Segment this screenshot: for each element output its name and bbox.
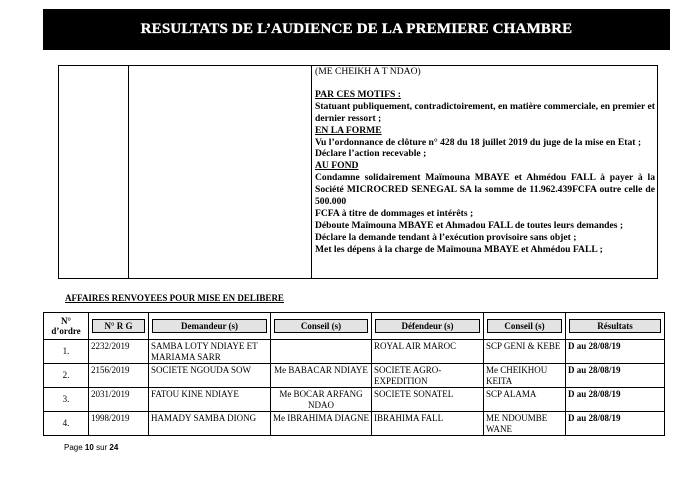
cell-plaintiff: SOCIETE NGOUDA SOW <box>149 364 271 388</box>
decision-parties-cell <box>129 66 312 278</box>
header-counsel1 <box>271 313 372 340</box>
cell-order: 3. <box>44 388 89 412</box>
decision-text-cell <box>315 66 655 278</box>
table-header-row <box>44 313 665 340</box>
footer-of-label: sur <box>96 443 108 452</box>
header-order <box>44 313 89 340</box>
header-counsel2-label: Conseil (s) <box>487 319 562 334</box>
merits-line: Société MICROCRED SENEGAL SA la somme de 11.962.439FCFA outre celle de 500.000 <box>315 184 655 208</box>
cell-counsel1 <box>271 340 372 364</box>
cell-counsel1: Me IBRAHIMA DIAGNE <box>271 412 372 436</box>
form-heading: EN LA FORME <box>315 124 382 136</box>
header-defendant-label: Défendeur (s) <box>375 319 480 334</box>
header-counsel1-label: Conseil (s) <box>274 319 368 334</box>
form-line: Déclare l’action recevable ; <box>315 148 427 160</box>
cell-result: D au 28/08/19 <box>566 364 665 388</box>
cell-order: 1. <box>44 340 89 364</box>
header-defendant <box>372 313 484 340</box>
cell-rg: 2232/2019 <box>89 340 149 364</box>
footer-page-label: Page <box>64 443 83 452</box>
cell-result: D au 28/08/19 <box>566 388 665 412</box>
cell-result: D au 28/08/19 <box>566 412 665 436</box>
merits-line: Déclare la demande tendant à l’exécution provisoire sans objet ; <box>315 231 577 243</box>
cell-plaintiff: SAMBA LOTY NDIAYE ET MARIAMA SARR <box>149 340 271 364</box>
motives-line: dernier ressort ; <box>315 112 382 124</box>
cell-counsel1: Me BOCAR ARFANG NDAO <box>271 388 372 412</box>
cell-plaintiff: HAMADY SAMBA DIONG <box>149 412 271 436</box>
deliberation-table <box>43 312 665 436</box>
cell-defendant: ROYAL AIR MAROC <box>372 340 484 364</box>
header-results-label: Résultats <box>569 319 661 334</box>
header-rg-label: N° R G <box>92 319 145 334</box>
merits-line: Condamne solidairement Maïmouna MBAYE et Ahmédou FALL à payer à la <box>315 172 655 184</box>
merits-line: Met les dépens à la charge de Maïmouna MBAYE et Ahmédou FALL ; <box>315 243 603 255</box>
header-plaintiff <box>149 313 271 340</box>
counsel-note: (ME CHEIKH A T NDAO) <box>315 66 421 77</box>
header-order-line2: d’ordre <box>51 326 81 336</box>
cell-rg: 2031/2019 <box>89 388 149 412</box>
cell-order: 4. <box>44 412 89 436</box>
merits-line: Déboute Maïmouna MBAYE et Ahmadou FALL de toutes leurs demandes ; <box>315 219 624 231</box>
decision-order-cell <box>59 66 129 278</box>
motives-heading: PAR CES MOTIFS : <box>315 88 401 100</box>
cell-counsel2: Me CHEIKHOU KEITA <box>484 364 566 388</box>
table-row <box>44 388 665 412</box>
page-footer <box>64 443 118 452</box>
header-results <box>566 313 665 340</box>
merits-line: FCFA à titre de dommages et intérêts ; <box>315 207 474 219</box>
header-order-line1: N° <box>60 316 72 326</box>
cell-rg: 2156/2019 <box>89 364 149 388</box>
cell-defendant: SOCIETE AGRO-EXPEDITION <box>372 364 484 388</box>
table-row <box>44 412 665 436</box>
footer-page-total: 24 <box>109 443 119 452</box>
merits-heading: AU FOND <box>315 160 359 172</box>
footer-page-number: 10 <box>84 443 94 452</box>
page-title-banner <box>43 9 670 50</box>
cell-counsel2: SCP GENI & KEBE <box>484 340 566 364</box>
header-counsel2 <box>484 313 566 340</box>
cell-plaintiff: FATOU KINE NDIAYE <box>149 388 271 412</box>
motives-line: Statuant publiquement, contradictoirement, en matière commerciale, en premier et <box>315 100 655 112</box>
table-row <box>44 364 665 388</box>
cell-result: D au 28/08/19 <box>566 340 665 364</box>
header-plaintiff-label: Demandeur (s) <box>152 319 267 334</box>
header-rg <box>89 313 149 340</box>
page-title: RESULTATS DE L’AUDIENCE DE LA PREMIERE CHAMBRE <box>140 21 573 37</box>
cell-counsel2: SCP ALAMA <box>484 388 566 412</box>
cell-defendant: SOCIETE SONATEL <box>372 388 484 412</box>
form-line: Vu l’ordonnance de clôture n° 428 du 18 juillet 2019 du juge de la mise en Etat ; <box>315 136 642 148</box>
cell-counsel2: ME NDOUMBE WANE <box>484 412 566 436</box>
cell-order: 2. <box>44 364 89 388</box>
table-row <box>44 340 665 364</box>
cell-rg: 1998/2019 <box>89 412 149 436</box>
cell-defendant: IBRAHIMA FALL <box>372 412 484 436</box>
decision-table <box>58 65 658 279</box>
cell-counsel1: Me BABACAR NDIAYE <box>271 364 372 388</box>
section-title: AFFAIRES RENVOYEES POUR MISE EN DELIBERE <box>65 293 284 303</box>
